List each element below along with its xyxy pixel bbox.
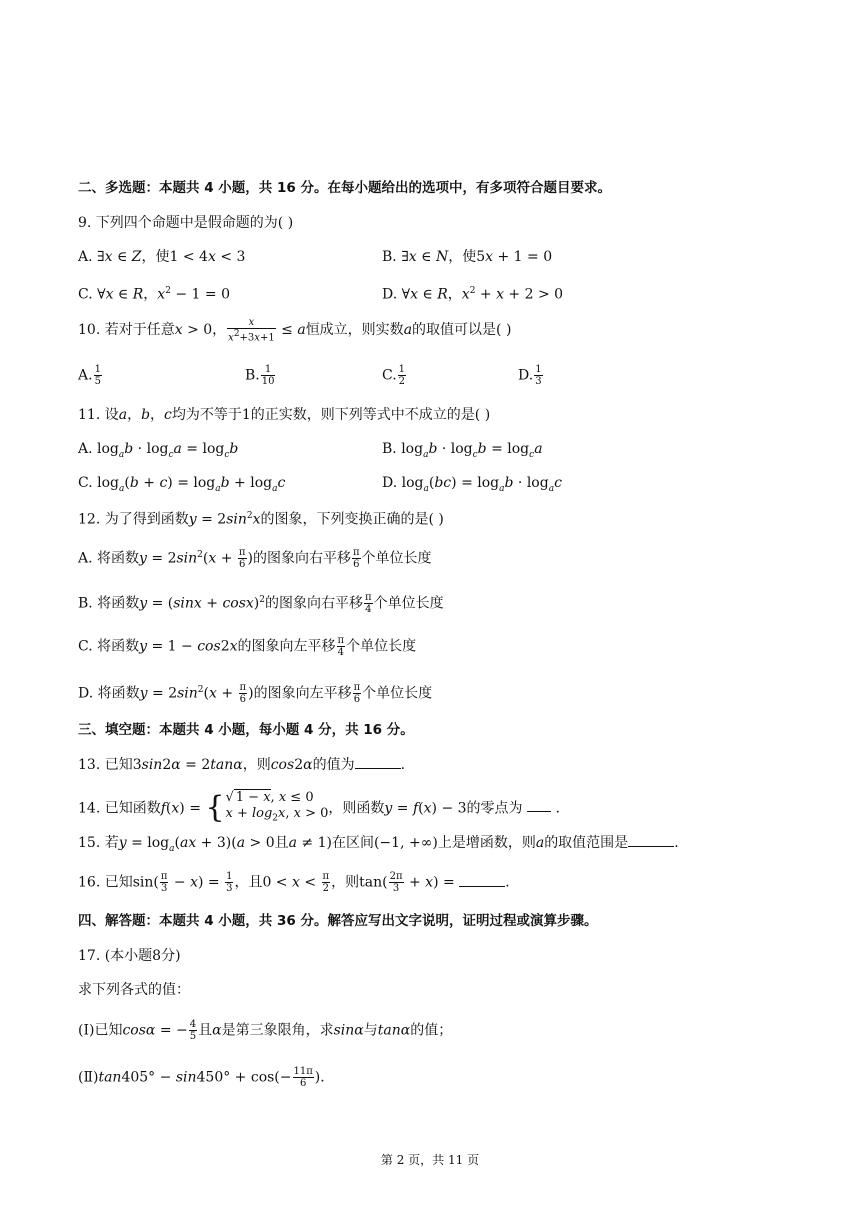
q10-option-a: A. $\frac{1}{5}$ — [78, 364, 101, 387]
question-15: 15. 若$y = \log_a(ax + 3)(a > 0$且a ≠ 1)在区间(−1, +∞)上是增函数，则a的取值范围是 . — [78, 832, 679, 859]
question-17-part-1: (Ⅰ)已知cosα = − $\frac{4}{5}$ 且α是第三象限角，求sinα与tanα的值； — [78, 1019, 453, 1042]
page-footer: 第 2 页，共 11 页 — [380, 1153, 480, 1167]
q9-option-a: A. ∃x ∈ Z，使1 < 4x < 3 — [78, 249, 246, 265]
q12-option-c: C. 将函数y = 1 − cos2x的图象向左平移 $\frac{\pi}{4}$ 个单位长度 — [78, 635, 417, 658]
q10-option-b: B. $\frac{1}{10}$ — [245, 364, 275, 387]
q9-option-b: B. ∃x ∈ N，使5x + 1 = 0 — [382, 249, 553, 265]
question-12-stem: 12. 为了得到函数$y = 2\sin^2x$的图象，下列变换正确的是( ) — [78, 511, 444, 528]
q11-option-b: B. $\log_ab \cdot \log_cb = \log_ca$ — [382, 441, 543, 460]
q10-option-d: D. $\frac{1}{3}$ — [518, 364, 542, 387]
q12-option-a: A. 将函数$y = 2\sin^2(x$ + $\frac{\pi}{6}$ )的图象向右平移 $\frac{\pi}{6}$ 个单位长度 — [78, 547, 432, 571]
question-17-part-2: (Ⅱ)tan405° − sin450° + cos(− $\frac{11\pi}{6}$ ). — [78, 1066, 325, 1089]
question-16: 16. 已知sin( $\frac{\pi}{3}$ − x) = $\frac{1}{3}$ ，且0 < x < $\frac{\pi}{2}$ ，则tan( $\frac{2\pi}{3}$ + x) = . — [78, 871, 510, 894]
section-2-title: 二、多选题：本题共 4 小题，共 16 分。在每小题给出的选项中，有多项符合题目要求。 — [78, 180, 611, 196]
question-10-stem: 10. 若对于任意x > 0， $\frac{x}{x^2+3x+1}$ ≤ a恒成立，则实数a的取值可以是( ) — [78, 317, 512, 344]
section-4-title: 四、解答题：本题共 4 小题，共 36 分。解答应写出文字说明，证明过程或演算步骤。 — [78, 913, 598, 929]
question-11-stem: 11. 设a，b，c均为不等于1的正实数，则下列等式中不成立的是( ) — [78, 407, 491, 423]
question-13: 13. 已知3sin2α = 2tanα，则cos2α的值为 . — [78, 754, 405, 775]
question-14: 14. 已知函数f(x) = { √ 1 − x, x ≤ 0 $x + \log_2x$, x > 0 ，则函数y = f(x) − 3的零点为 . — [78, 790, 560, 826]
q12-option-d: D. 将函数$y = 2\sin^2(x$ + $\frac{\pi}{6}$ )的图象向左平移 $\frac{\pi}{6}$ 个单位长度 — [78, 682, 433, 706]
q11-option-c: C. $\log_a(b + c) = \log_ab + \log_ac$ — [78, 475, 286, 494]
question-17-stem: 17. (本小题8分) — [78, 948, 181, 964]
q11-option-a: A. $\log_ab \cdot \log_ca = \log_cb$ — [78, 441, 239, 460]
q12-option-b: B. 将函数$y = (\sin x + \cos x)^2$的图象向右平移 $\frac{\pi}{4}$ 个单位长度 — [78, 592, 444, 616]
q9-option-c: C. ∀x ∈ R，$x^2 - 1 = 0$ — [78, 286, 230, 303]
question-17-instruction: 求下列各式的值： — [78, 982, 190, 998]
question-9-stem: 9. 下列四个命题中是假命题的为( ) — [78, 215, 294, 231]
q11-option-d: D. $\log_a(bc) = \log_ab \cdot \log_ac$ — [382, 475, 562, 494]
section-3-title: 三、填空题：本题共 4 小题，每小题 4 分，共 16 分。 — [78, 722, 414, 738]
q9-option-d: D. ∀x ∈ R，$x^2 + x + 2 > 0$ — [382, 286, 564, 303]
q10-option-c: C. $\frac{1}{2}$ — [382, 364, 406, 387]
